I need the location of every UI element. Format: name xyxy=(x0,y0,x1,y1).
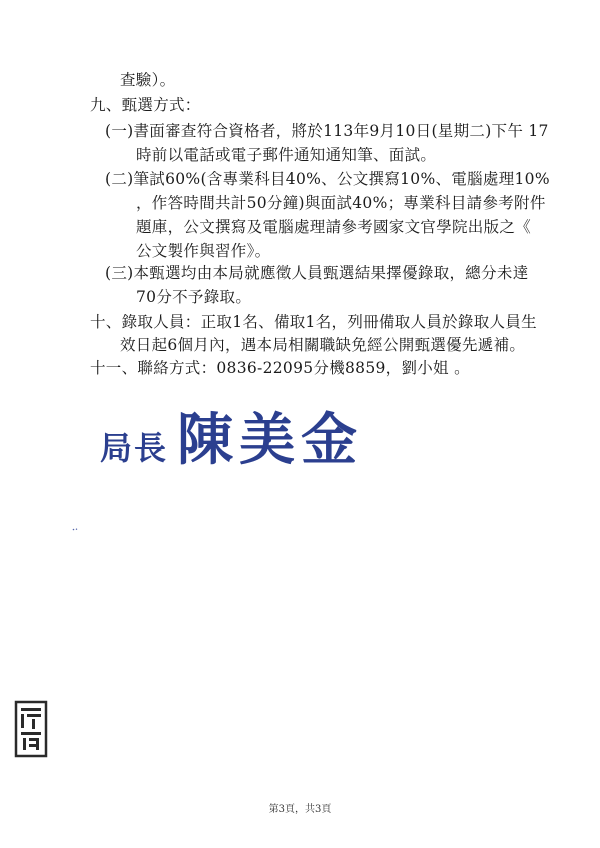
text-line: (三)本甄選均由本局就應徵人員甄選結果擇優錄取，總分未達 xyxy=(105,264,529,282)
signature-stamp xyxy=(100,396,363,476)
text-line: (二)筆試60%(含專業科目40%、公文撰寫10%、電腦處理10% xyxy=(105,170,550,188)
text-line: (一)書面審查符合資格者，將於113年9月10日(星期二)下午 17 xyxy=(105,122,549,140)
section-heading: 十一、聯絡方式：0836-22095分機8859，劉小姐 。 xyxy=(90,359,470,377)
page-footer: 第3頁，共3頁 xyxy=(268,804,332,815)
text-line: 70分不予錄取。 xyxy=(136,288,252,306)
text-line: 題庫，公文撰寫及電腦處理請參考國家文官學院出版之《 xyxy=(136,218,532,236)
text-line: 時前以電話或電子郵件通知通知筆、面試。 xyxy=(136,146,437,164)
text-line: 公文製作與習作》。 xyxy=(136,242,271,260)
ink-speck xyxy=(72,528,78,531)
text-line: ，作答時間共計50分鐘)與面試40%；專業科目請參考附件 xyxy=(136,194,546,212)
signature-name: 陳美金 xyxy=(177,408,364,473)
text-line: 效日起6個月內，遇本局相關職缺免經公開甄選優先遞補。 xyxy=(120,336,526,354)
section-heading: 九、甄選方式： xyxy=(90,96,201,114)
section-heading: 十、錄取人員：正取1名、備取1名，列冊備取人員於錄取人員生 xyxy=(90,313,537,331)
signature-title: 局長 xyxy=(100,429,169,467)
seal-stamp-icon xyxy=(14,700,48,758)
text-line: 查驗）。 xyxy=(120,71,176,89)
